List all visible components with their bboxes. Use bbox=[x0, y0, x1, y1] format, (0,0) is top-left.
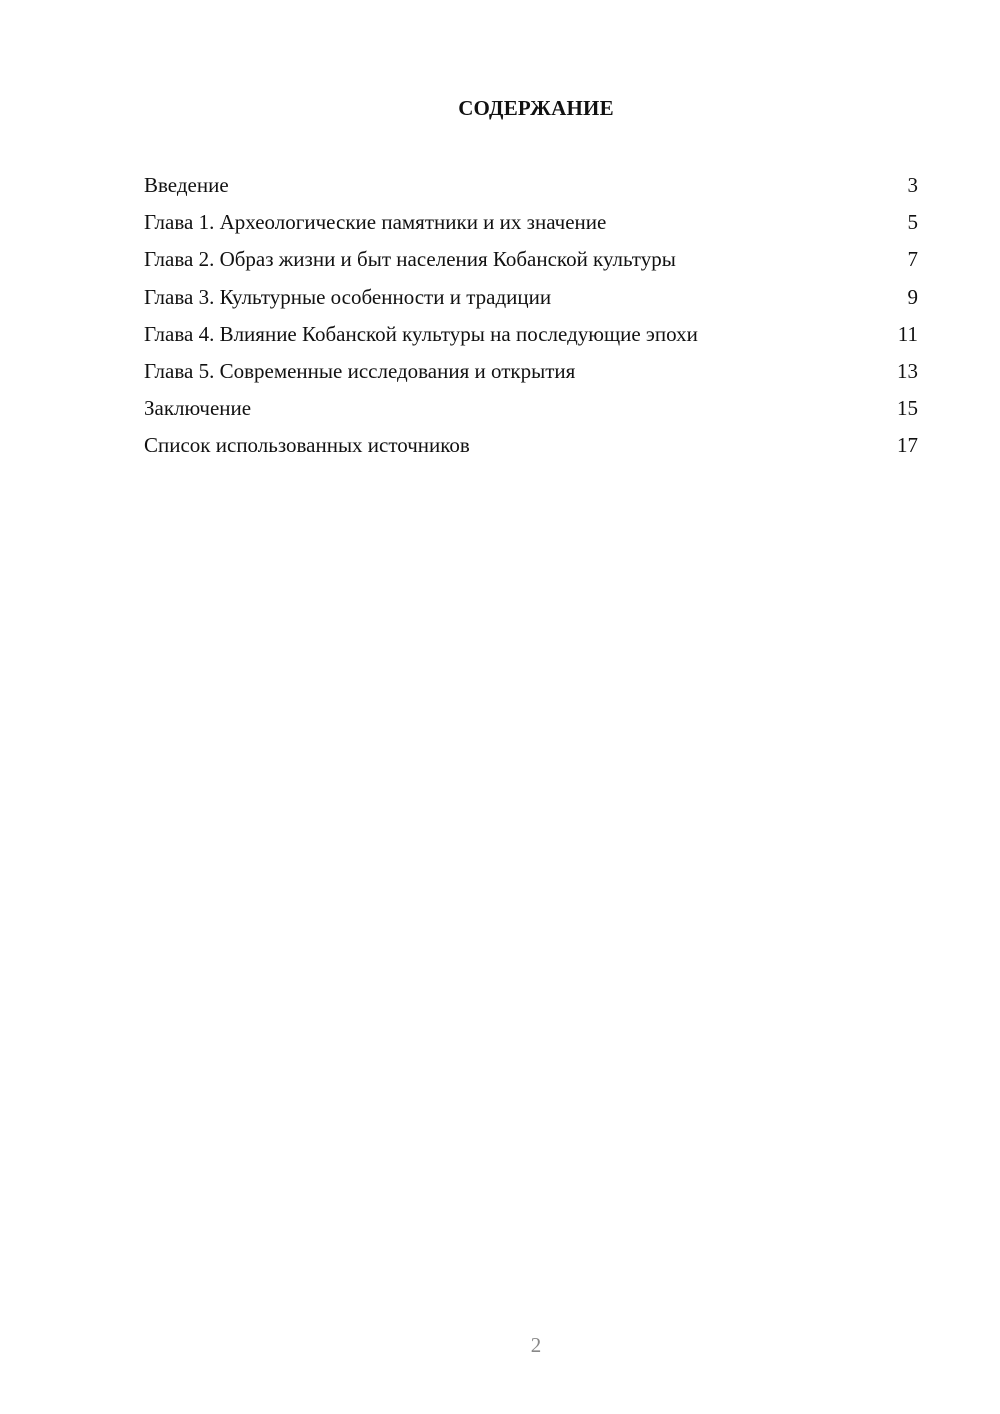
toc-item-page: 9 bbox=[907, 284, 918, 309]
toc-item-label: Введение bbox=[144, 173, 229, 197]
toc-item-label: Список использованных источников bbox=[144, 433, 470, 458]
toc-item-introduction[interactable] bbox=[144, 170, 918, 207]
toc-item-label: Глава 1. Археологические памятники и их значение bbox=[144, 210, 607, 235]
toc-item-chapter-4[interactable] bbox=[144, 319, 918, 356]
toc-item-chapter-1[interactable] bbox=[144, 207, 918, 244]
toc-item-label: Заключение bbox=[144, 396, 252, 421]
toc-item-page: 5 bbox=[907, 210, 918, 235]
page-title: СОДЕРЖАНИЕ bbox=[458, 96, 614, 120]
page-number: 2 bbox=[530, 1333, 542, 1357]
toc-item-chapter-2[interactable] bbox=[144, 244, 918, 281]
toc-item-page: 11 bbox=[897, 321, 918, 346]
toc-item-page: 3 bbox=[907, 173, 918, 197]
toc-item-page: 13 bbox=[897, 358, 918, 383]
toc-item-chapter-3[interactable] bbox=[144, 282, 918, 319]
toc-item-chapter-5[interactable] bbox=[144, 356, 918, 393]
toc-item-page: 17 bbox=[897, 433, 918, 458]
toc-item-label: Глава 3. Культурные особенности и традиции bbox=[144, 284, 552, 309]
table-of-contents bbox=[144, 170, 918, 468]
toc-item-references[interactable] bbox=[144, 430, 918, 467]
toc-item-page: 15 bbox=[897, 396, 918, 421]
toc-item-conclusion[interactable] bbox=[144, 393, 918, 430]
toc-item-label: Глава 4. Влияние Кобанской культуры на последующие эпохи bbox=[144, 321, 698, 346]
toc-item-label: Глава 5. Современные исследования и открытия bbox=[144, 358, 576, 383]
toc-item-page: 7 bbox=[907, 247, 918, 272]
toc-item-label: Глава 2. Образ жизни и быт населения Кобанской культуры bbox=[144, 247, 676, 272]
